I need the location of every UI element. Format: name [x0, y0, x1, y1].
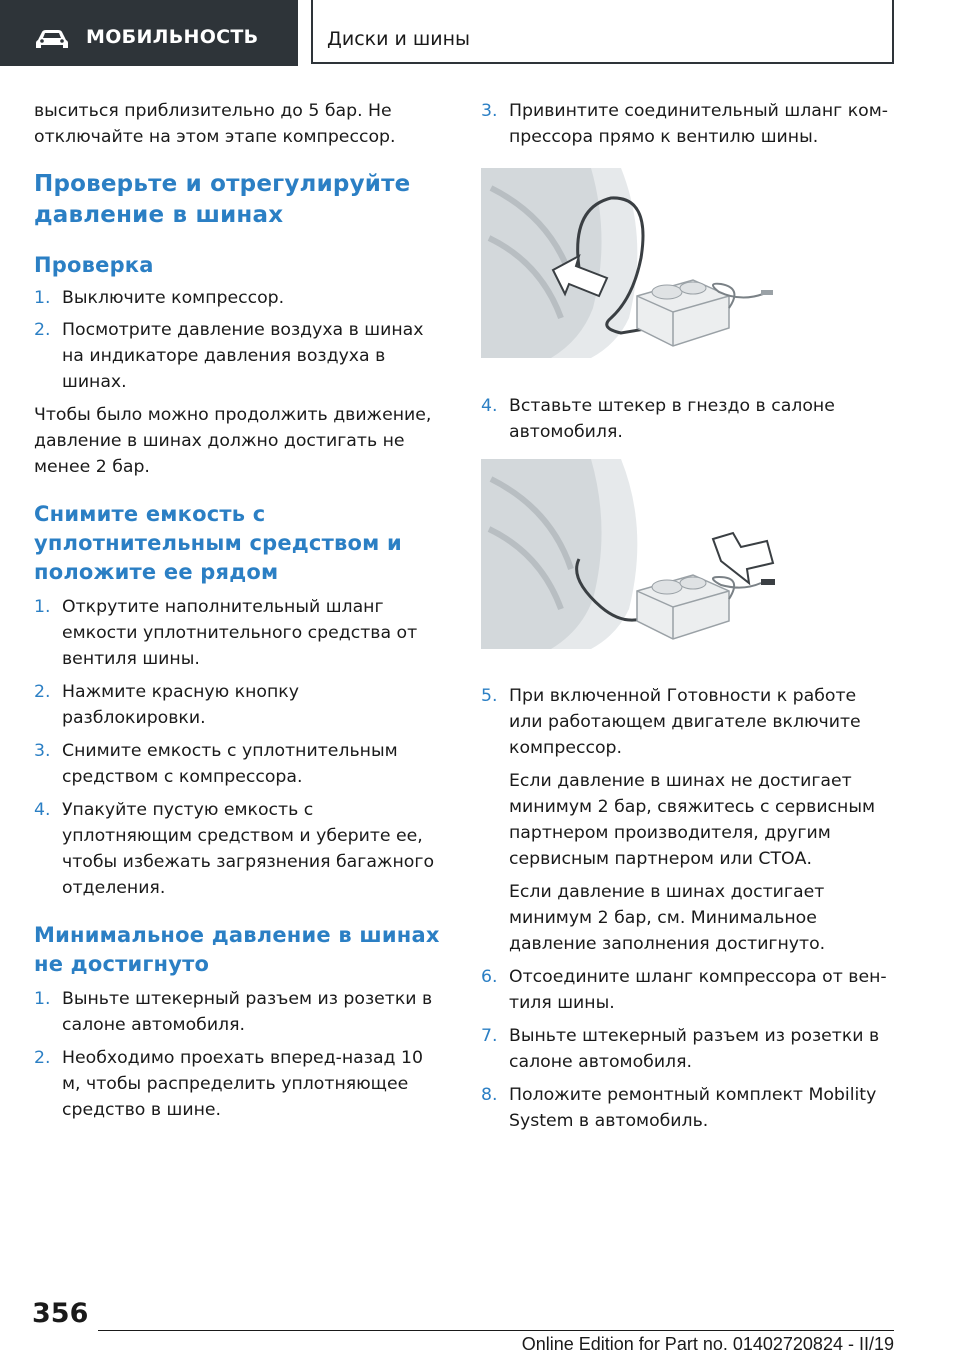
list-item — [34, 797, 446, 901]
list-item — [34, 594, 446, 672]
list-item — [34, 317, 446, 395]
page-number: 356 — [32, 1298, 89, 1329]
heading-min-pressure: Минимальное давление в шинах не достигнуто — [34, 923, 440, 976]
list-item — [481, 393, 893, 445]
list-item — [481, 683, 893, 957]
item-text: Выньте штекерный разъем из розетки в салоне автомобиля. — [62, 989, 433, 1035]
item-text: Выключите компрессор. — [62, 288, 285, 308]
item-number: 5. — [481, 686, 498, 706]
edition-info: Online Edition for Part no. 01402720824 - II/19 — [521, 1334, 894, 1354]
list-item — [481, 964, 893, 1016]
item-text: Необходимо проехать вперед-назад 10 м, чтобы распределить уплотняющее средство в шине. — [62, 1048, 423, 1120]
item-number: 4. — [34, 800, 51, 820]
plug-socket-illustration — [481, 459, 781, 649]
item-number: 1. — [34, 597, 51, 617]
check-list — [34, 285, 446, 395]
list-item — [481, 1082, 893, 1134]
left-column — [34, 98, 446, 1123]
footer-divider — [98, 1330, 894, 1331]
intro-text: выситься приблизительно до 5 бар. Не отключайте на этом этапе компрессор. — [34, 101, 396, 147]
list-item — [34, 986, 446, 1038]
item-number: 2. — [34, 1048, 51, 1068]
item-number: 2. — [34, 682, 51, 702]
item-text: Отсоедините шланг компрессора от вентиля шины. — [509, 967, 887, 1013]
list-item — [34, 679, 446, 731]
heading-check: Проверка — [34, 253, 154, 277]
item-text: Нажмите красную кнопку разблокировки. — [62, 682, 299, 728]
item-text: Посмотрите давление воздуха в шинах на индикаторе давления воздуха в шинах. — [62, 320, 424, 392]
remove-list — [34, 594, 446, 901]
steps-5-8-list — [481, 683, 893, 1134]
chapter-title: Диски и шины — [327, 28, 471, 50]
list-item — [34, 285, 446, 311]
chapter-box — [311, 0, 894, 64]
list-item — [34, 1045, 446, 1123]
list-item — [34, 738, 446, 790]
min-pressure-list — [34, 986, 446, 1123]
item-number: 1. — [34, 989, 51, 1009]
item-text: Привинтите соединительный шланг компрессора прямо к вентилю шины. — [509, 101, 889, 147]
compressor-hose-illustration — [481, 168, 781, 358]
item-number: 3. — [481, 101, 498, 121]
page-header — [0, 0, 960, 66]
right-column — [481, 98, 893, 1134]
item-text: При включенной Готовности к работе или работающем двигателе включите компрессор. — [509, 686, 861, 758]
item-text: Вставьте штекер в гнездо в салоне автомобиля. — [509, 396, 835, 442]
item-number: 7. — [481, 1026, 498, 1046]
item-text: Упакуйте пустую емкость с уплотняющим средством и уберите ее, чтобы избежать загрязнения багажного отделения. — [62, 800, 435, 898]
item-number: 6. — [481, 967, 498, 987]
heading-check-adjust: Проверьте и отрегулируйте давление в шинах — [34, 171, 411, 228]
item-number: 3. — [34, 741, 51, 761]
section-title: МОБИЛЬНОСТЬ — [86, 26, 259, 48]
car-icon — [34, 27, 70, 51]
steps-list-continued — [481, 98, 893, 150]
item-text: Снимите емкость с уплотнительным средством с компрессора. — [62, 741, 398, 787]
item-subtext: Если давление в шинах достигает минимум 2 бар, см. Минимальное давление заполнения достигнуто. — [509, 882, 826, 954]
item-text: Выньте штекерный разъем из розетки в салоне автомобиля. — [509, 1026, 880, 1072]
item-number: 8. — [481, 1085, 498, 1105]
list-item — [481, 1023, 893, 1075]
item-subtext: Если давление в шинах не достигает минимум 2 бар, свяжитесь с сервисным партнером производителя, другим сервисным партнером или СТОА. — [509, 771, 876, 869]
list-item — [481, 98, 893, 150]
item-text: Открутите наполнительный шланг емкости уплотнительного средства от вентиля шины. — [62, 597, 418, 669]
heading-remove-container: Снимите емкость с уплотнительным средством и положите ее рядом — [34, 502, 402, 584]
item-number: 1. — [34, 288, 51, 308]
step4-list — [481, 393, 893, 445]
section-tab — [0, 0, 298, 66]
item-number: 2. — [34, 320, 51, 340]
check-note: Чтобы было можно продолжить движение, давление в шинах должно достигать не менее 2 бар. — [34, 405, 432, 477]
item-number: 4. — [481, 396, 498, 416]
item-text: Положите ремонтный комплект Mobility System в автомобиль. — [509, 1085, 877, 1131]
